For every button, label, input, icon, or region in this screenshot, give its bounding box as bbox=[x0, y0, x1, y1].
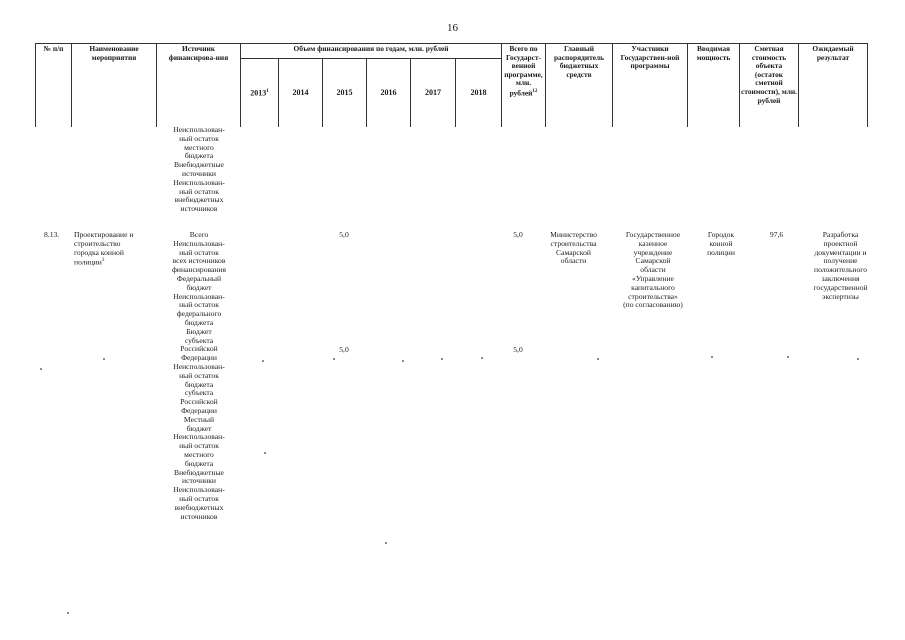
header-year-2013: 2013$^1$ bbox=[241, 59, 279, 128]
header-funding: Объем финансирования по годам, млн. рублей bbox=[241, 44, 502, 59]
source-list: Всего Неиспользован- ный остаток всех источников финансирования Федеральный бюджет Неиспользован- ный остаток федерального бюджета Бюджет субъекта Российской Федерации Неиспользован- ный остаток бюджета субъекта Российской Федерации Местный бюджет Неиспользован- ный остаток местного бюджета Внебюджетные источники Неиспользован- ный остаток внебюджетных источников bbox=[172, 230, 226, 521]
header-capacity: Вводимая мощность bbox=[688, 44, 740, 128]
value-total: 5,0 bbox=[513, 230, 523, 239]
scan-speck bbox=[857, 358, 859, 360]
value-total-subject: 5,0 bbox=[513, 345, 523, 354]
header-year-2017: 2017 bbox=[411, 59, 456, 128]
expected-result: Разработка проектной документации и получение положительного заключения государственной экспертизы bbox=[813, 230, 868, 301]
item-number: 8.13. bbox=[44, 230, 60, 239]
header-cost: Сметная стоимость объекта (остаток сметной стоимости), млн. рублей bbox=[740, 44, 799, 128]
scan-speck bbox=[333, 358, 335, 360]
header-name: Наименование мероприятия bbox=[72, 44, 157, 128]
manager: Министерство строительства Самарской области bbox=[550, 230, 597, 266]
header-num: № п/п bbox=[36, 44, 72, 128]
source-list-previous: Неиспользован- ный остаток местного бюджета Внебюджетные источники Неиспользован- ный остаток внебюджетных источников bbox=[173, 125, 225, 214]
scan-speck bbox=[597, 358, 599, 360]
header-year-2016: 2016 bbox=[367, 59, 411, 128]
scan-speck bbox=[711, 356, 713, 358]
scan-speck bbox=[481, 357, 483, 359]
header-result: Ожидаемый результат bbox=[799, 44, 868, 128]
capacity: Городок конной полиции bbox=[707, 230, 735, 257]
scan-speck bbox=[385, 542, 387, 544]
item-name: Проектирование и строительство городка конной полиции$^3$ bbox=[74, 230, 134, 267]
header-total: Всего по Государст-венной программе, млн. рублей$^{12}$ bbox=[502, 44, 546, 128]
table-header bbox=[35, 43, 868, 127]
value-2015-total: 5,0 bbox=[339, 230, 349, 239]
header-participants: Участники Государствен-ной программы bbox=[613, 44, 688, 128]
scan-speck bbox=[264, 452, 266, 454]
scan-speck bbox=[441, 358, 443, 360]
scan-speck bbox=[402, 360, 404, 362]
header-manager: Главный распорядитель бюджетных средств bbox=[546, 44, 613, 128]
header-source: Источник финансирова-ния bbox=[157, 44, 241, 128]
scan-speck bbox=[787, 356, 789, 358]
header-year-2015: 2015 bbox=[323, 59, 367, 128]
value-2015-subject: 5,0 bbox=[339, 345, 349, 354]
estimated-cost: 97,6 bbox=[769, 230, 784, 239]
participants: Государственное казенное учреждение Самарской области «Управление капитального строительства» (по согласованию) bbox=[623, 230, 683, 310]
scan-speck bbox=[40, 368, 42, 370]
header-year-2014: 2014 bbox=[279, 59, 323, 128]
page-number: 16 bbox=[447, 22, 458, 34]
scan-speck bbox=[262, 360, 264, 362]
header-year-2018: 2018 bbox=[456, 59, 502, 128]
scan-speck bbox=[67, 612, 69, 614]
scan-speck bbox=[103, 358, 105, 360]
